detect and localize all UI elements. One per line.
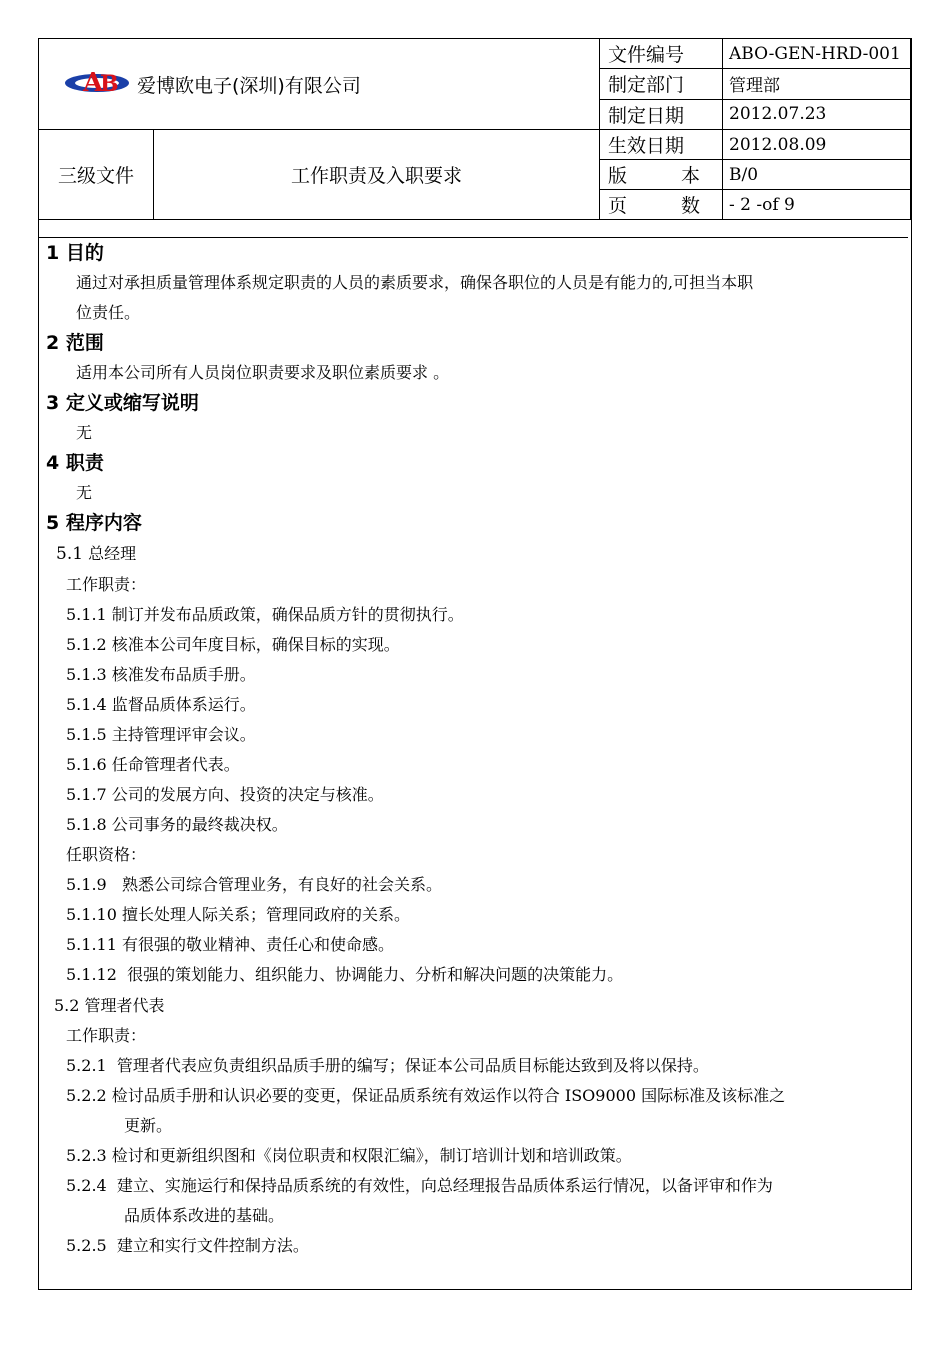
meta-label-version-b: 本 [681, 165, 701, 187]
list-item: 5.1.7 公司的发展方向、投资的决定与核准。 [66, 785, 384, 804]
meta-label-pages-b: 数 [681, 195, 701, 217]
list-item: 5.1.8 公司事务的最终裁决权。 [66, 815, 288, 834]
subsection-5-1-name: 总经理 [88, 544, 137, 563]
section-2-heading: 2 范围 [46, 332, 104, 354]
section-1-text-line-1: 通过对承担质量管理体系规定职责的人员的素质要求，确保各职位的人员是有能力的,可担当本职 [76, 273, 754, 292]
company-cell [39, 39, 600, 130]
list-item-line-2: 品质体系改进的基础。 [124, 1206, 285, 1225]
list-item: 5.1.2 核准本公司年度目标，确保目标的实现。 [66, 635, 400, 654]
section-4-text: 无 [76, 483, 93, 502]
section-5-heading: 5 程序内容 [46, 512, 142, 534]
meta-label-effective: 生效日期 [600, 130, 723, 160]
gm-qualifications-label: 任职资格： [66, 845, 147, 864]
section-3-heading: 3 定义或缩写说明 [46, 392, 199, 414]
section-1-heading: 1 目的 [46, 242, 104, 264]
list-item: 5.1.11 有很强的敬业精神、责任心和使命感。 [66, 935, 394, 954]
document-level: 三级文件 [39, 130, 154, 220]
list-item-line-1: 5.2.2 检讨品质手册和认识必要的变更，保证品质系统有效运作以符合 ISO9000 国际标准及该标准之 [66, 1086, 786, 1105]
meta-value-pages: - 2 -of 9 [723, 190, 911, 220]
meta-label-doc-no: 文件编号 [600, 39, 723, 69]
svg-text:A: A [83, 68, 104, 97]
meta-value-created: 2012.07.23 [723, 99, 911, 129]
list-item: 5.1.5 主持管理评审会议。 [66, 725, 256, 744]
meta-label-dept: 制定部门 [600, 69, 723, 99]
company-name: 爱博欧电子(深圳)有限公司 [137, 74, 361, 97]
subsection-5-2-heading: 5.2 管理者代表 [54, 996, 165, 1015]
meta-value-doc-no: ABO-GEN-HRD-001 [723, 39, 911, 69]
section-3-text: 无 [76, 423, 93, 442]
rep-duties-label: 工作职责： [66, 1026, 147, 1045]
meta-label-pages-a: 页 [608, 195, 628, 217]
list-item [46, 1171, 908, 1231]
list-item: 5.1.12 很强的策划能力、组织能力、协调能力、分析和解决问题的决策能力。 [66, 965, 624, 984]
list-item: 5.1.4 监督品质体系运行。 [66, 695, 256, 714]
section-4-heading: 4 职责 [46, 452, 104, 474]
section-2-text: 适用本公司所有人员岗位职责要求及职位素质要求 。 [76, 363, 450, 382]
gm-duties-label: 工作职责： [66, 575, 147, 594]
meta-label-version-a: 版 [608, 165, 628, 187]
list-item [46, 1081, 908, 1141]
document-header-table [38, 38, 911, 220]
meta-value-dept: 管理部 [723, 69, 911, 99]
section-1-text-line-2: 位责任。 [76, 303, 141, 322]
meta-label-version [600, 160, 723, 190]
list-item: 5.2.1 管理者代表应负责组织品质手册的编写；保证本公司品质目标能达致到及将以保持。 [66, 1056, 709, 1075]
meta-value-version: B/0 [723, 160, 911, 190]
list-item: 5.1.9 熟悉公司综合管理业务，有良好的社会关系。 [66, 875, 442, 894]
list-item-line-2: 更新。 [124, 1116, 173, 1135]
svg-text:B: B [100, 71, 119, 97]
list-item: 5.2.3 检讨和更新组织图和《岗位职责和权限汇编》，制订培训计划和培训政策。 [66, 1146, 632, 1165]
document-body [46, 238, 908, 1261]
ab-logo-icon [63, 67, 131, 101]
subsection-5-1-heading [46, 538, 908, 570]
list-item-line-1: 5.2.4 建立、实施运行和保持品质系统的有效性，向总经理报告品质体系运行情况，以备评审和作为 [66, 1176, 773, 1195]
list-item: 5.1.3 核准发布品质手册。 [66, 665, 256, 684]
subsection-5-1-number: 5.1 [56, 544, 84, 564]
list-item: 5.1.1 制订并发布品质政策，确保品质方针的贯彻执行。 [66, 605, 464, 624]
document-title: 工作职责及入职要求 [154, 130, 600, 220]
list-item: 5.1.6 任命管理者代表。 [66, 755, 240, 774]
meta-label-pages [600, 190, 723, 220]
meta-label-created: 制定日期 [600, 99, 723, 129]
list-item: 5.2.5 建立和实行文件控制方法。 [66, 1236, 309, 1255]
list-item: 5.1.10 擅长处理人际关系；管理同政府的关系。 [66, 905, 410, 924]
meta-value-effective: 2012.08.09 [723, 130, 911, 160]
